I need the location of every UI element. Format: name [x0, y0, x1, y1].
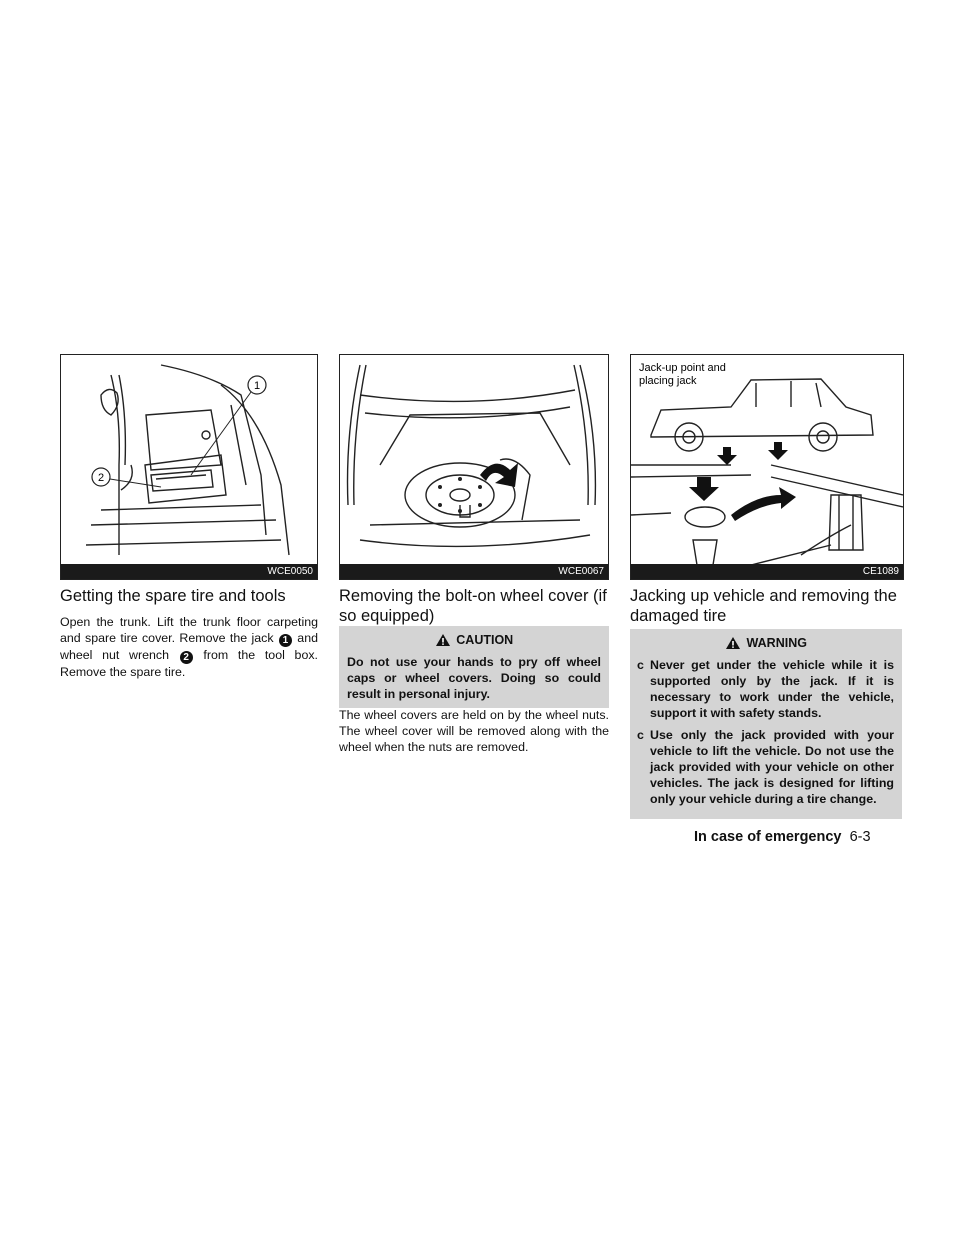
- bullet-glyph: c: [637, 728, 644, 742]
- warning-box: [630, 629, 902, 819]
- figure-label-line2: placing jack: [639, 375, 697, 387]
- figure-wheel-cover: [339, 354, 609, 580]
- caution-heading: [347, 632, 601, 648]
- callout-1-badge: 1: [279, 634, 292, 647]
- warning-item: [638, 727, 894, 807]
- warning-item-text: Never get under the vehicle while it is supported only by the jack. If it is necessary to work under the vehicle, support it with safety stands.: [650, 658, 894, 720]
- section-body-wheel-cover: The wheel covers are held on by the wheel nuts. The wheel cover will be removed along with the wheel when the nuts are removed.: [339, 708, 609, 754]
- section-body-spare-tire: [60, 614, 318, 680]
- caution-text: Do not use your hands to pry off wheel caps or wheel covers. Doing so could result in personal injury.: [347, 655, 601, 701]
- warning-item: [638, 657, 894, 721]
- figure-label-line1: Jack-up point and: [639, 362, 726, 374]
- trunk-jack-illustration: [61, 355, 317, 565]
- section-title-spare-tire: Getting the spare tire and tools: [60, 587, 286, 605]
- page-number: 6-3: [849, 829, 871, 845]
- figure-jack-up-point: [630, 354, 904, 580]
- callout-2-badge: 2: [180, 651, 193, 664]
- caution-box: [339, 626, 609, 708]
- body-text: Open the trunk. Lift the trunk floor carpeting and spare tire cover. Remove the jack: [60, 615, 318, 645]
- figure-code: WCE0067: [340, 564, 608, 579]
- warning-triangle-icon: [435, 633, 451, 647]
- body-text: and wheel nut wrench: [60, 631, 318, 662]
- section-title-wheel-cover: Removing the bolt-on wheel cover (if so equipped): [339, 587, 607, 625]
- section-title-jacking: Jacking up vehicle and removing the damaged tire: [630, 587, 897, 625]
- warning-list: [638, 657, 894, 807]
- bullet-glyph: c: [637, 658, 644, 672]
- page-footer: [694, 828, 871, 846]
- figure-code: CE1089: [631, 564, 903, 579]
- body-text: from the tool box. Remove the spare tire.: [60, 648, 318, 679]
- warning-item-text: Use only the jack provided with your vehicle to lift the vehicle. Do not use the jack provided with your vehicle on other vehicles. The jack is designed for lifting only your vehicle during a tire change.: [650, 728, 894, 806]
- caution-label: CAUTION: [456, 633, 514, 647]
- trunk-spare-wheel-illustration: [340, 355, 608, 565]
- figure-code: WCE0050: [61, 564, 317, 579]
- warning-triangle-icon: [725, 636, 741, 650]
- warning-heading: [638, 635, 894, 651]
- figure-callout-1: 1: [253, 380, 261, 392]
- car-jack-illustration: [631, 355, 903, 565]
- figure-spare-tire-tools: [60, 354, 318, 580]
- chapter-title: In case of emergency: [694, 829, 842, 845]
- figure-callout-2: 2: [97, 472, 105, 484]
- warning-label: WARNING: [746, 636, 807, 650]
